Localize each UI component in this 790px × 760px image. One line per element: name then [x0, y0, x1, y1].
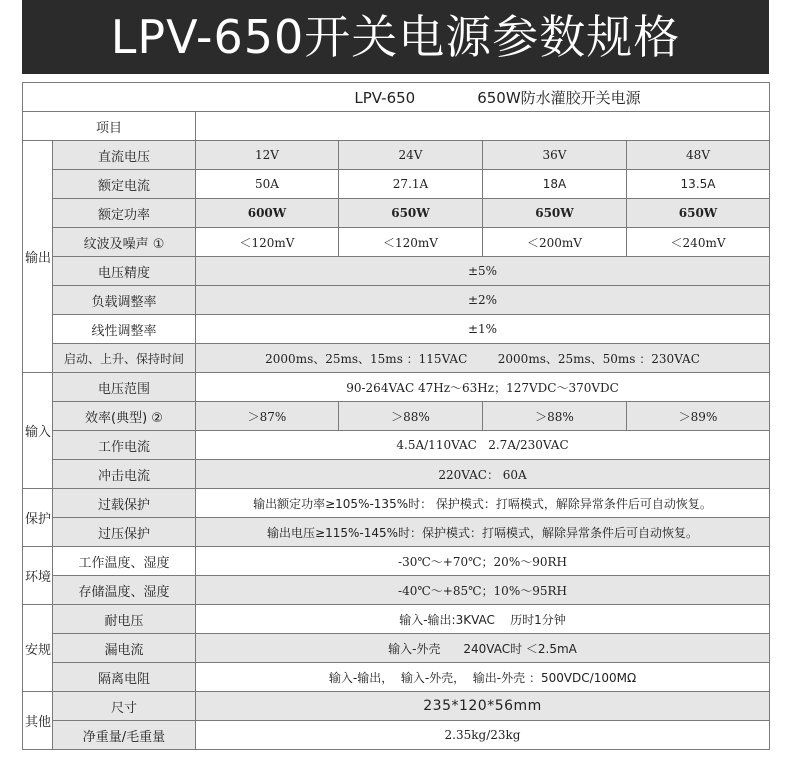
table-row [23, 315, 770, 344]
cell-value: 50A [196, 170, 339, 199]
cell-value: ＞87% [196, 402, 339, 431]
table-row [23, 489, 770, 518]
cell-value: ±5% [196, 257, 770, 286]
cell-value: ＞88% [483, 402, 627, 431]
table-row [23, 141, 770, 170]
cell-value: 输出额定功率≥105%-135%时： 保护模式：打嗝模式，解除异常条件后可自动恢复。 [196, 489, 770, 518]
page-title: LPV-650开关电源参数规格 [22, 0, 769, 74]
cell-value: 输入-输出:3KVAC 历时1分钟 [196, 605, 770, 634]
group-other: 其他 [23, 692, 53, 750]
header-row [23, 112, 770, 141]
row-label: 纹波及噪声 ① [53, 228, 196, 257]
table-row [23, 257, 770, 286]
table-row [23, 547, 770, 576]
cell-value: 600W [196, 199, 339, 228]
cell-value: ＞89% [627, 402, 770, 431]
row-label: 额定功率 [53, 199, 196, 228]
row-label: 电压精度 [53, 257, 196, 286]
table-row [23, 692, 770, 721]
row-label: 效率(典型) ② [53, 402, 196, 431]
group-output: 输出 [23, 141, 53, 373]
cell-value: 24V [339, 141, 483, 170]
cell-value: ＞88% [339, 402, 483, 431]
cell-value: ＜120mV [339, 228, 483, 257]
cell-value: 18A [483, 170, 627, 199]
group-safety: 安规 [23, 605, 53, 692]
cell-value: ＜240mV [627, 228, 770, 257]
group-env: 环境 [23, 547, 53, 605]
table-row [23, 576, 770, 605]
model-description: 650W防水灌胶开关电源 [477, 88, 641, 107]
row-label: 直流电压 [53, 141, 196, 170]
table-row [23, 518, 770, 547]
cell-value: -40℃～+85℃；10%～95RH [196, 576, 770, 605]
table-row [23, 199, 770, 228]
spec-table [22, 82, 770, 750]
group-protect: 保护 [23, 489, 53, 547]
row-label: 负载调整率 [53, 286, 196, 315]
table-row [23, 286, 770, 315]
row-label: 冲击电流 [53, 460, 196, 489]
row-label: 隔离电阻 [53, 663, 196, 692]
row-label: 工作电流 [53, 431, 196, 460]
table-row [23, 228, 770, 257]
table-row [23, 663, 770, 692]
cell-value: 27.1A [339, 170, 483, 199]
cell-value: -30℃～+70℃；20%～90RH [196, 547, 770, 576]
table-row [23, 170, 770, 199]
table-row [23, 402, 770, 431]
item-header: 项目 [23, 112, 196, 141]
row-label: 尺寸 [53, 692, 196, 721]
cell-value: 48V [627, 141, 770, 170]
header-blank [196, 112, 770, 141]
cell-value: ＜200mV [483, 228, 627, 257]
cell-value: 650W [339, 199, 483, 228]
table-row [23, 605, 770, 634]
cell-value: 90-264VAC 47Hz～63Hz；127VDC～370VDC [196, 373, 770, 402]
table-row [23, 460, 770, 489]
cell-value: 13.5A [627, 170, 770, 199]
row-label: 工作温度、湿度 [53, 547, 196, 576]
model-row [23, 83, 770, 112]
cell-value: 650W [627, 199, 770, 228]
cell-value: 输入-外壳 240VAC时 ＜2.5mA [196, 634, 770, 663]
table-row [23, 721, 770, 750]
row-label: 存储温度、湿度 [53, 576, 196, 605]
cell-value: 2000ms、25ms、15ms ：115VAC 2000ms、25ms、50ms ：230VAC [196, 344, 770, 373]
model-cell [23, 83, 770, 112]
table-row [23, 344, 770, 373]
row-label: 耐电压 [53, 605, 196, 634]
group-input: 输入 [23, 373, 53, 489]
row-label: 净重量/毛重量 [53, 721, 196, 750]
cell-value: ＜120mV [196, 228, 339, 257]
table-row [23, 634, 770, 663]
cell-value: 输出电压≥115%-145%时：保护模式：打嗝模式，解除异常条件后可自动恢复。 [196, 518, 770, 547]
cell-value: ±1% [196, 315, 770, 344]
row-label: 启动、上升、保持时间 [53, 344, 196, 373]
cell-value: 输入-输出， 输入-外壳， 输出-外壳 ：500VDC/100MΩ [196, 663, 770, 692]
cell-value: 235*120*56mm [196, 692, 770, 721]
cell-value: 12V [196, 141, 339, 170]
row-label: 过压保护 [53, 518, 196, 547]
cell-value: 36V [483, 141, 627, 170]
cell-value: 220VAC： 60A [196, 460, 770, 489]
table-row [23, 373, 770, 402]
row-label: 漏电流 [53, 634, 196, 663]
row-label: 电压范围 [53, 373, 196, 402]
row-label: 过载保护 [53, 489, 196, 518]
table-row [23, 431, 770, 460]
cell-value: 4.5A/110VAC 2.7A/230VAC [196, 431, 770, 460]
cell-value: ±2% [196, 286, 770, 315]
model-name: LPV-650 [354, 88, 416, 107]
row-label: 额定电流 [53, 170, 196, 199]
cell-value: 2.35kg/23kg [196, 721, 770, 750]
cell-value: 650W [483, 199, 627, 228]
row-label: 线性调整率 [53, 315, 196, 344]
